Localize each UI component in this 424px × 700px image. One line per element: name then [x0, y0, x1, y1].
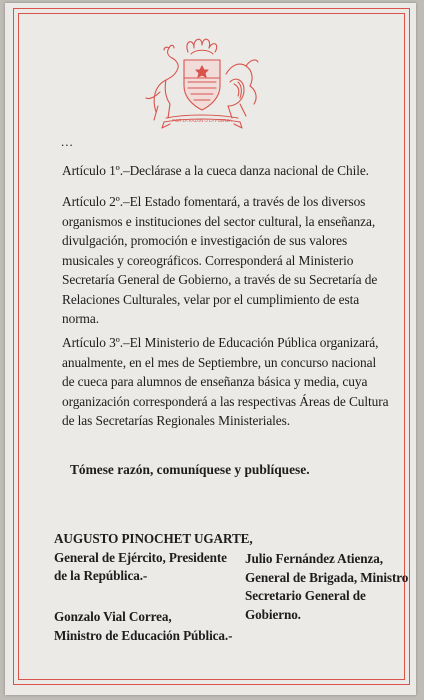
article-line: organismos e instituciones del sector cultural, la enseñanza,	[62, 213, 376, 229]
article-1	[62, 161, 382, 181]
article-line: norma.	[62, 311, 99, 326]
ellipsis-text: ...	[61, 134, 74, 149]
signature-line: Gobierno.	[245, 606, 301, 622]
document-page	[5, 3, 416, 695]
signature-line: Ministro de Educación Pública.-	[54, 627, 233, 643]
article-line: Artículo 1º.–Declárase a la cueca danza nacional de Chile.	[62, 163, 369, 178]
article-3	[62, 333, 389, 431]
signature-line: Gonzalo Vial Correa,	[54, 609, 172, 624]
article-line: de cueca para alumnos de enseñanza básica y media, cuya	[62, 374, 368, 389]
closing-formula: Tómese razón, comuníquese y publíquese.	[70, 462, 310, 477]
signature-line: Secretario General de	[245, 588, 366, 603]
seal-ribbon-text: POR LA RAZON O LA FUERZA	[172, 118, 232, 123]
signature-secretary-general	[245, 550, 408, 624]
article-line: anualmente, en el mes de Septiembre, un concurso nacional	[62, 354, 377, 370]
signature-education-minister	[54, 608, 232, 645]
article-line: musicales y coreográficos. Corresponderá al Ministerio	[62, 252, 354, 268]
signature-line: de la República.-	[54, 568, 148, 583]
signature-line: General de Ejército, Presidente	[54, 549, 227, 565]
article-line: Artículo 2º.–El Estado fomentará, a través de los diversos	[62, 194, 366, 209]
article-2	[62, 192, 382, 329]
article-line: Relaciones Culturales, velar por el cumplimiento de esta	[62, 291, 360, 307]
signature-line: General de Brigada, Ministro	[245, 569, 409, 585]
signature-president	[54, 530, 253, 586]
signature-line: Julio Fernández Atienza,	[245, 551, 383, 566]
article-line: Secretaría General de Gobierno, a través de su Secretaría de	[62, 272, 378, 287]
article-line: divulgación, promoción e investigación de sus valores	[62, 233, 348, 248]
article-line: Artículo 3º.–El Ministerio de Educación Pública organizará,	[62, 335, 379, 350]
coat-of-arms-icon	[136, 36, 266, 132]
article-line: de las Secretarías Regionales Ministeriales.	[62, 413, 291, 428]
article-line: organización corresponderá a las respectivas Áreas de Cultura	[62, 393, 389, 409]
signature-line: AUGUSTO PINOCHET UGARTE,	[54, 531, 253, 546]
